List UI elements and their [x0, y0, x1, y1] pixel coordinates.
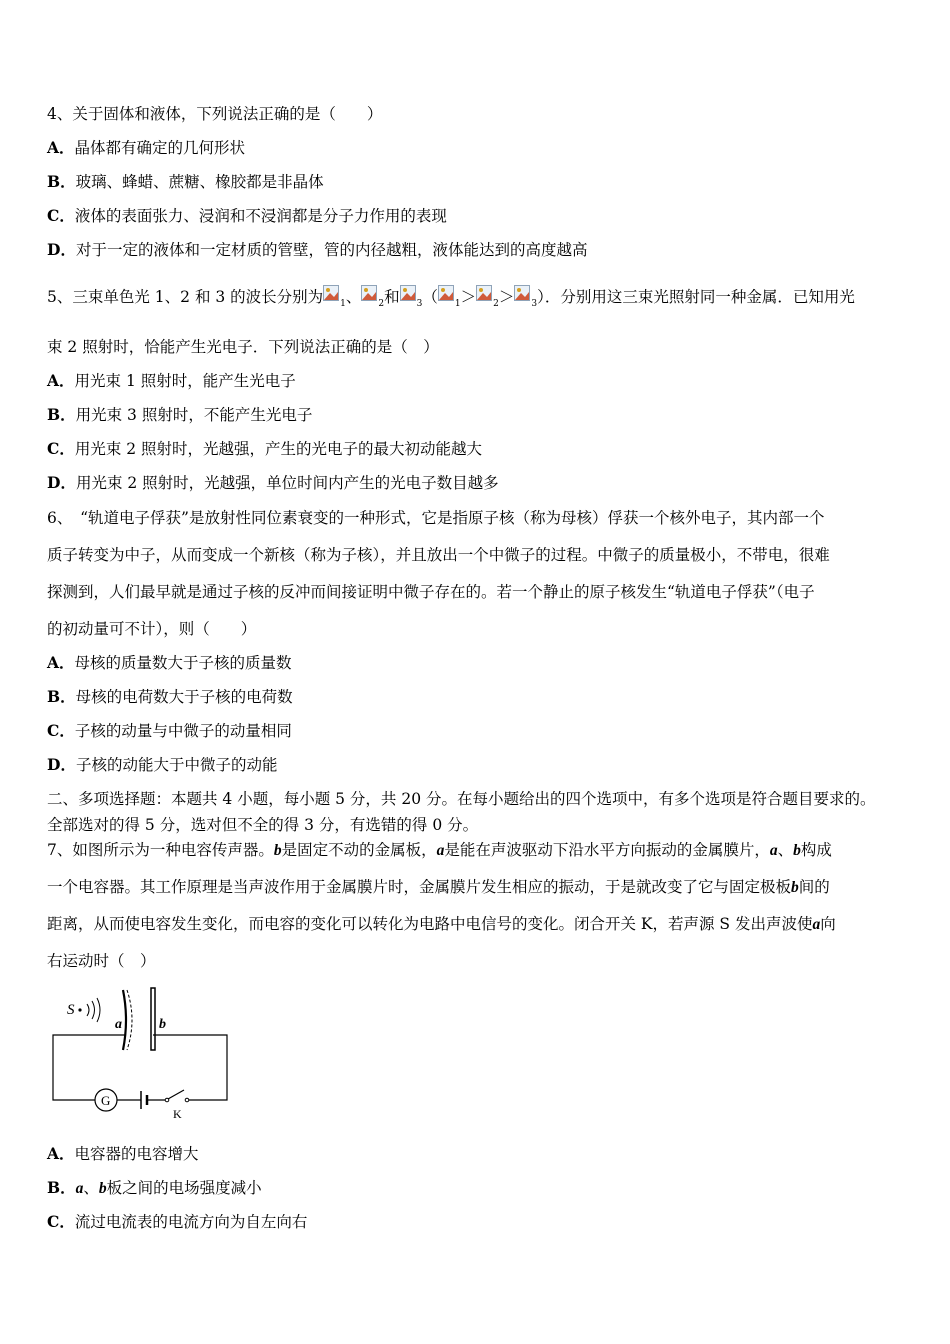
broken-image-icon [400, 285, 416, 305]
wire-left [53, 1035, 125, 1100]
switch-contact-right [185, 1098, 189, 1102]
q6-stem-line4: 的初动量可不计），则（ ） [47, 620, 257, 638]
broken-image-icon [438, 285, 454, 305]
section2-heading-line2: 全部选对的得 5 分，选对但不全的得 3 分，有选错的得 0 分。 [47, 816, 479, 834]
membrane-plate-a [123, 990, 126, 1050]
q4-option-c: C．液体的表面张力、浸润和不浸润都是分子力作用的表现 [47, 206, 447, 225]
sound-wave-1 [87, 1004, 89, 1016]
q6-stem-line2: 质子转变为中子，从而变成一个新核（称为子核），并且放出一个中微子的过程。中微子的质量极小，不带电，很难 [47, 546, 830, 564]
q5-option-c: C．用光束 2 照射时，光越强，产生的光电子的最大初动能越大 [47, 439, 483, 458]
switch-k-label: K [173, 1107, 182, 1120]
plate-a-label: a [115, 1017, 122, 1032]
q7-option-b: B．a、b板之间的电场强度减小 [47, 1178, 262, 1197]
broken-image-icon [323, 285, 339, 305]
sound-wave-2 [92, 1001, 95, 1019]
q4-option-a: A．晶体都有确定的几何形状 [47, 138, 246, 157]
q5-stem-line2: 束 2 照射时，恰能产生光电子．下列说法正确的是（ ） [47, 338, 439, 356]
q4-option-d: D．对于一定的液体和一定材质的管壁，管的内径越粗，液体能达到的高度越高 [47, 240, 588, 259]
broken-image-icon [476, 285, 492, 305]
q7-stem-line2: 一个电容器。其工作原理是当声波作用于金属膜片时，金属膜片发生相应的振动，于是就改变了它与固定极板b间的 [47, 878, 830, 896]
q5-stem-line1: 5、三束单色光 1、2 和 3 的波长分别为 $_1$、 $_2$和 $_3$（ $_1$＞ $_2$＞ $_3$）．分别用这三束光照射同一种金属．已知用光 [47, 285, 855, 309]
q6-stem-line1: 6、 “轨道电子俘获”是放射性同位素衰变的一种形式，它是指原子核（称为母核）俘获一个核外电子，其内部一个 [47, 509, 825, 527]
q4-stem: 4、关于固体和液体，下列说法正确的是（ ） [47, 105, 383, 123]
source-s-label: S [67, 1002, 75, 1018]
q5-option-a: A．用光束 1 照射时，能产生光电子 [47, 371, 296, 390]
source-dot-icon [78, 1008, 81, 1011]
broken-image-icon [514, 285, 530, 305]
section2-heading-line1: 二、多项选择题：本题共 4 小题，每小题 5 分，共 20 分。在每小题给出的四个选项中，有多个选项是符合题目要求的。 [47, 790, 876, 808]
switch-k-lever [168, 1090, 184, 1099]
q7-stem-line4: 右运动时（ ） [47, 952, 156, 970]
q7-option-c: C．流过电流表的电流方向为自左向右 [47, 1212, 308, 1231]
sound-wave-3 [97, 998, 100, 1022]
plate-b-label: b [159, 1017, 166, 1032]
q4-option-b: B．玻璃、蜂蜡、蔗糖、橡胶都是非晶体 [47, 172, 324, 191]
q6-stem-line3: 探测到，人们最早就是通过子核的反冲而间接证明中微子存在的。若一个静止的原子核发生“轨道电子俘获”（电子 [47, 583, 815, 601]
membrane-plate-a-displaced [127, 990, 132, 1050]
q5-option-d: D．用光束 2 照射时，光越强，单位时间内产生的光电子数目越多 [47, 473, 499, 492]
q6-option-c: C．子核的动量与中微子的动量相同 [47, 721, 292, 740]
q6-option-b: B．母核的电荷数大于子核的电荷数 [47, 687, 293, 706]
wire-right [153, 1035, 227, 1100]
q7-option-a: A．电容器的电容增大 [47, 1144, 199, 1163]
q7-stem-line1: 7、如图所示为一种电容传声器。b是固定不动的金属板，a是能在声波驱动下沿水平方向振动的金属膜片，a、b构成 [47, 841, 832, 859]
capacitor-microphone-circuit-diagram [47, 980, 237, 1120]
q6-option-a: A．母核的质量数大于子核的质量数 [47, 653, 292, 672]
q7-stem-line3: 距离，从而使电容发生变化，而电容的变化可以转化为电路中电信号的变化。闭合开关 K，若声源 S 发出声波使a向 [47, 915, 836, 933]
q6-option-d: D．子核的动能大于中微子的动能 [47, 755, 278, 774]
fixed-plate-b [151, 988, 155, 1050]
q5-option-b: B．用光束 3 照射时，不能产生光电子 [47, 405, 313, 424]
galvanometer-label: G [101, 1093, 111, 1108]
broken-image-icon [361, 285, 377, 305]
